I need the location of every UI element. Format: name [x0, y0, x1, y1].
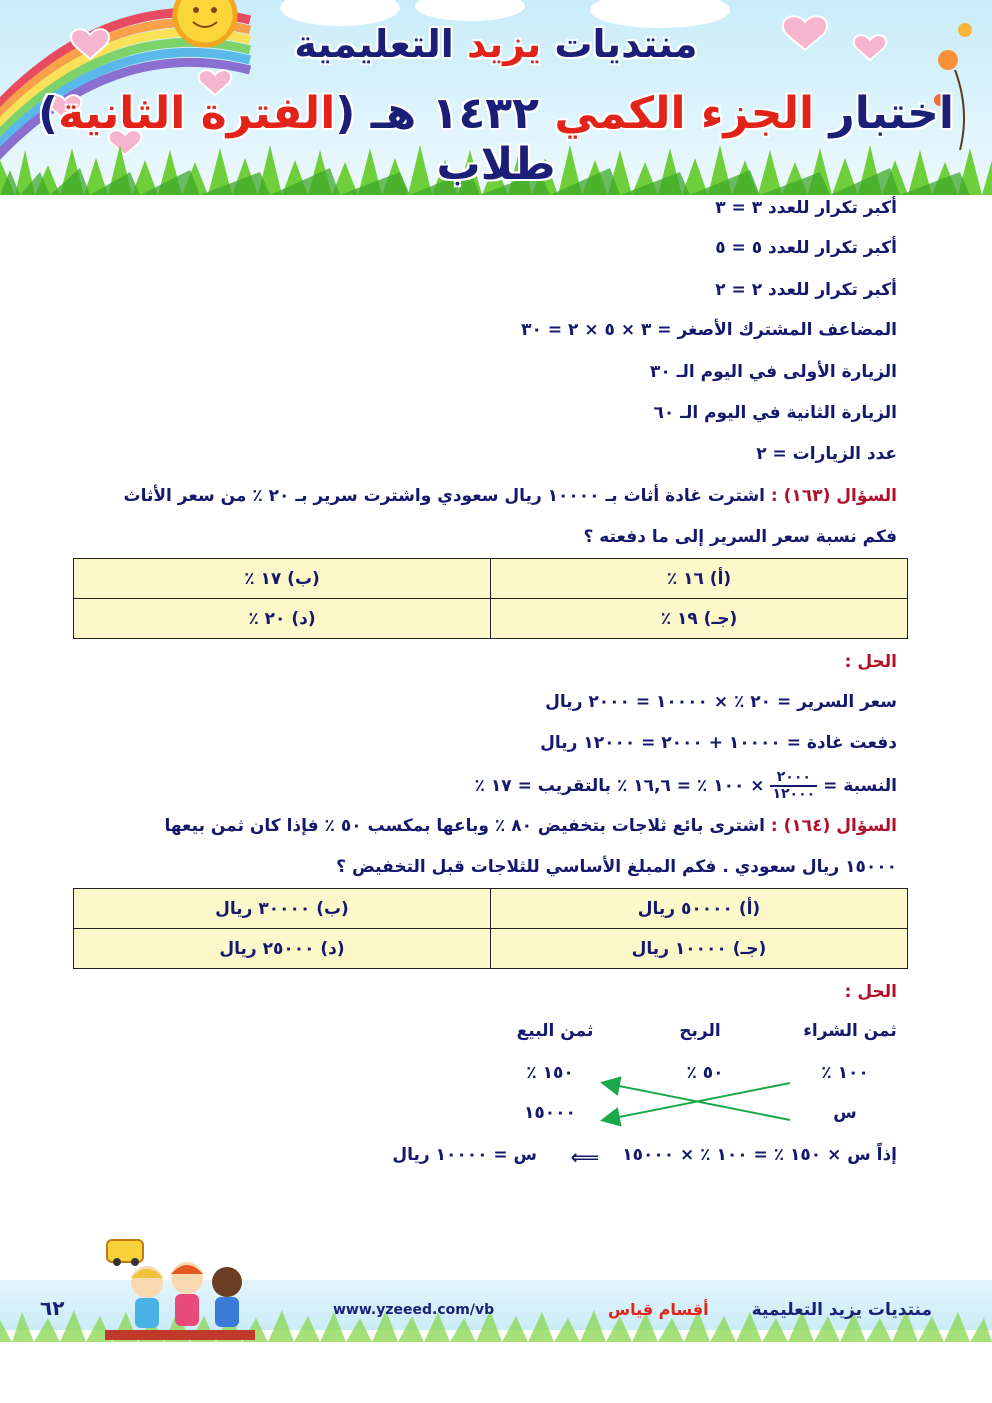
solution-label: الحل : [844, 982, 897, 1002]
text-line: أكبر تكرار للعدد ٣ = ٣ [715, 198, 897, 218]
page-footer [0, 1230, 992, 1350]
text-line: الزيارة الأولى في اليوم الـ ٣٠ [650, 362, 897, 382]
option-b[interactable]: (ب) ١٧ ٪ [74, 559, 491, 599]
text-line: الزيارة الثانية في اليوم الـ ٦٠ [653, 403, 897, 423]
final-answer: س = ١٠٠٠٠ ريال [392, 1145, 537, 1165]
solution-line: سعر السرير = ٢٠ ٪ × ١٠٠٠٠ = ٢٠٠٠ ريال [545, 692, 897, 712]
solution-line: دفعت غادة = ١٠٠٠٠ + ٢٠٠٠ = ١٢٠٠٠ ريال [540, 733, 897, 753]
site-name-highlight: يزيد [466, 22, 542, 66]
column-header-purchase: ثمن الشراء [803, 1021, 897, 1041]
option-a[interactable]: (أ) ١٦ ٪ [491, 559, 908, 599]
footer-url-link[interactable]: www.yzeeed.com/vb [333, 1302, 495, 1318]
options-table-163 [73, 558, 908, 639]
question-label: السؤال (١٦٤) : [770, 816, 897, 836]
cell-profit-percent: ٥٠ ٪ [686, 1063, 724, 1083]
option-a[interactable]: (أ) ٥٠٠٠٠ ريال [491, 889, 908, 929]
solution-ratio-line: النسبة = $\frac{٢٠٠٠}{١٢٠٠٠}$ × ١٠٠ ٪ = ١٦,٦ ٪ بالتقريب = ١٧ ٪ [474, 769, 897, 802]
cell-sale-percent: ١٥٠ ٪ [526, 1063, 574, 1083]
question-163: السؤال (١٦٣) : اشترت غادة أثاث بـ ١٠٠٠٠ ريال سعودي واشترت سرير بـ ٢٠ ٪ من سعر الأثاث [123, 486, 897, 506]
final-equation: إذاً س × ١٥٠ ٪ = ١٠٠ ٪ × ١٥٠٠٠ [622, 1145, 897, 1165]
option-d[interactable]: (د) ٢٥٠٠٠ ريال [74, 929, 491, 969]
footer-section-name: أقسام قياس [608, 1300, 709, 1319]
solution-label: الحل : [844, 652, 897, 672]
cell-purchase-percent: ١٠٠ ٪ [821, 1063, 869, 1083]
option-c[interactable]: (جـ) ١٩ ٪ [491, 599, 908, 639]
fraction: $\frac{٢٠٠٠}{١٢٠٠٠}$ [772, 769, 816, 802]
cell-purchase-unknown: س [833, 1103, 857, 1123]
text-line: عدد الزيارات = ٢ [756, 444, 897, 464]
footer-site-name: منتديات يزيد التعليمية [751, 1300, 932, 1320]
test-title: اختبار الجزء الكمي ١٤٣٢ هـ (الفترة الثانية) طلاب [38, 88, 954, 190]
question-163-line-2: فكم نسبة سعر السرير إلى ما دفعته ؟ [583, 527, 897, 547]
page-number: ٦٢ [40, 1296, 65, 1320]
column-header-sale: ثمن البيع [516, 1021, 594, 1041]
option-b[interactable]: (ب) ٣٠٠٠٠ ريال [74, 889, 491, 929]
title-highlight-2: الفترة الثانية [58, 88, 336, 139]
text-line: أكبر تكرار للعدد ٢ = ٢ [715, 280, 897, 300]
cross-multiply-arrows [590, 1075, 810, 1135]
text-line: المضاعف المشترك الأصغر = ٣ × ٥ × ٢ = ٣٠ [521, 320, 897, 340]
option-c[interactable]: (جـ) ١٠٠٠٠ ريال [491, 929, 908, 969]
column-header-profit: الربح [679, 1021, 721, 1041]
implies-arrow-icon: ⟸ [570, 1145, 600, 1169]
cell-sale-value: ١٥٠٠٠ [524, 1103, 576, 1123]
question-label: السؤال (١٦٣) : [770, 486, 897, 506]
text-line: أكبر تكرار للعدد ٥ = ٥ [715, 238, 897, 258]
site-name: منتديات يزيد التعليمية [294, 22, 698, 66]
title-highlight-1: الجزء الكمي [554, 88, 815, 139]
question-164-line-2: ١٥٠٠٠ ريال سعودي . فكم المبلغ الأساسي للثلاجات قبل التخفيض ؟ [336, 857, 897, 877]
children-illustration [95, 1230, 265, 1350]
option-d[interactable]: (د) ٢٠ ٪ [74, 599, 491, 639]
options-table-164 [73, 888, 908, 969]
question-164: السؤال (١٦٤) : اشترى بائع ثلاجات بتخفيض ٨٠ ٪ وباعها بمكسب ٥٠ ٪ فإذا كان ثمن بيعها [164, 816, 897, 836]
